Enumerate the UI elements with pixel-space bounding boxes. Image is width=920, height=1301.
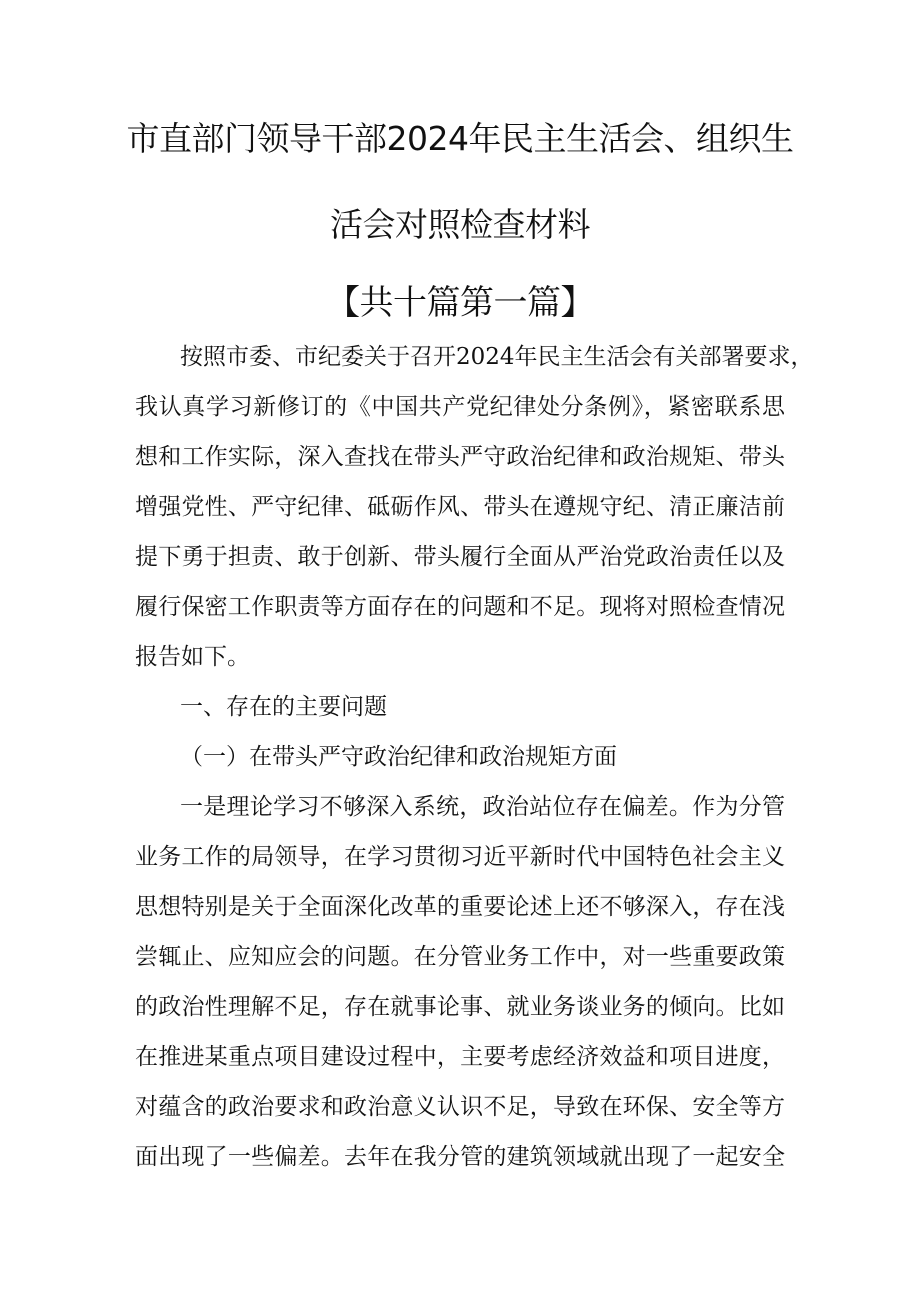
- intro-line: 按照市委、市纪委关于召开2024年民主生活会有关部署要求，: [180, 344, 814, 370]
- subsection-heading: （一）在带头严守政治纪律和政治规矩方面: [180, 744, 617, 770]
- document-subtitle: 【共十篇第一篇】: [326, 283, 594, 323]
- body-line: 业务工作的局领导，在学习贯彻习近平新时代中国特色社会主义: [135, 844, 785, 870]
- body-line: 的政治性理解不足，存在就事论事、就业务谈业务的倾向。比如: [135, 994, 785, 1020]
- body-line: 面出现了一些偏差。去年在我分管的建筑领域就出现了一起安全: [135, 1144, 785, 1170]
- body-line: 在推进某重点项目建设过程中，主要考虑经济效益和项目进度，: [135, 1044, 785, 1070]
- section-heading: 一、存在的主要问题: [180, 694, 387, 720]
- intro-line: 提下勇于担责、敢于创新、带头履行全面从严治党政治责任以及: [135, 544, 785, 570]
- body-line: 思想特别是关于全面深化改革的重要论述上还不够深入，存在浅: [135, 894, 785, 920]
- document-title-line-1: 市直部门领导干部2024年民主生活会、组织生: [126, 119, 794, 158]
- document-title-line-2: 活会对照检查材料: [330, 205, 590, 244]
- body-line: 对蕴含的政治要求和政治意义认识不足，导致在环保、安全等方: [135, 1094, 785, 1120]
- intro-line: 想和工作实际，深入查找在带头严守政治纪律和政治规矩、带头: [135, 444, 785, 470]
- body-line: 尝辄止、应知应会的问题。在分管业务工作中，对一些重要政策: [135, 944, 785, 970]
- intro-line: 增强党性、严守纪律、砥砺作风、带头在遵规守纪、清正廉洁前: [135, 494, 785, 520]
- intro-line: 报告如下。: [135, 644, 250, 670]
- intro-line: 我认真学习新修订的《中国共产党纪律处分条例》，紧密联系思: [135, 394, 785, 420]
- intro-line: 履行保密工作职责等方面存在的问题和不足。现将对照检查情况: [135, 594, 785, 620]
- body-line: 一是理论学习不够深入系统，政治站位存在偏差。作为分管: [180, 794, 785, 820]
